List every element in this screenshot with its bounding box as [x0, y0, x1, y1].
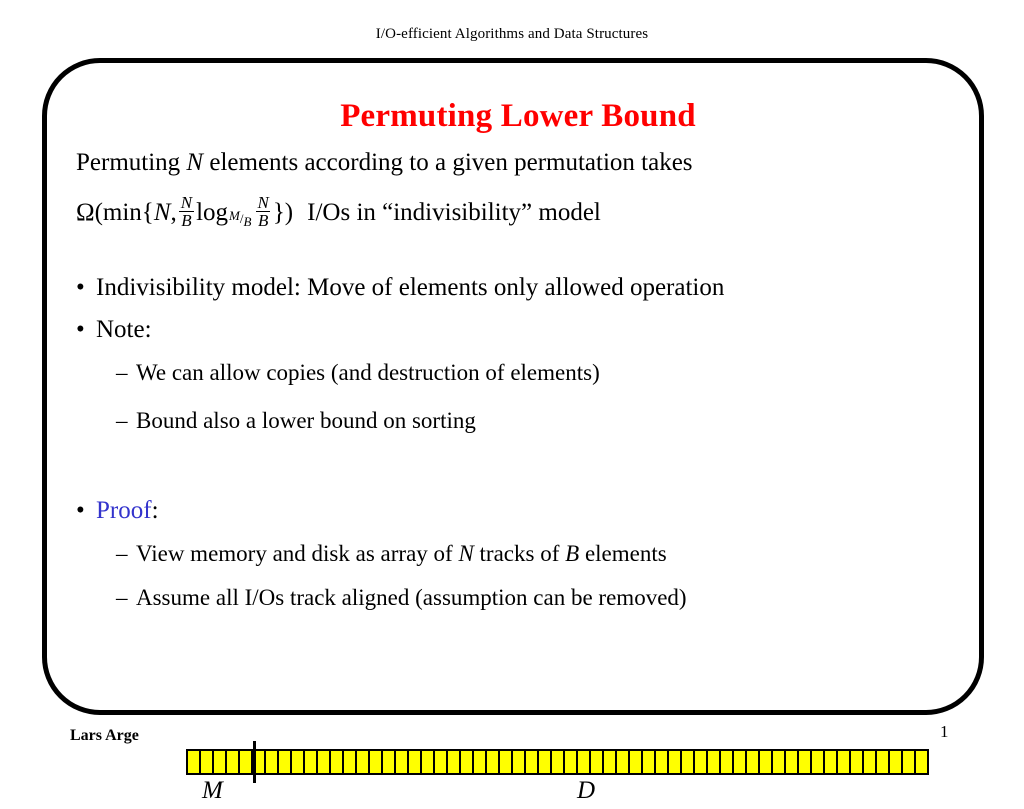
sub-bullet-label: Bound also a lower bound on sorting	[136, 408, 476, 433]
track-cell	[214, 751, 227, 773]
track-cell	[682, 751, 695, 773]
fraction-n-over-b-second	[255, 194, 270, 230]
dash-icon: –	[116, 585, 128, 610]
track-cell	[773, 751, 786, 773]
log-base-slash: /	[239, 210, 244, 226]
formula-close: })	[272, 198, 294, 226]
fraction-numerator: N	[180, 193, 193, 212]
footer-author: Lars Arge	[70, 727, 139, 744]
track-cell	[825, 751, 838, 773]
track-cell	[669, 751, 682, 773]
track-cell	[747, 751, 760, 773]
running-header: I/O-efficient Algorithms and Data Structures	[375, 26, 649, 42]
sub-bullet-var-b: B	[565, 541, 580, 566]
track-cell	[851, 751, 864, 773]
track-cell	[877, 751, 890, 773]
track-cell	[318, 751, 331, 773]
track-cell	[201, 751, 214, 773]
sub-bullet-label: Assume all I/Os track aligned (assumption can be removed)	[136, 585, 687, 610]
track-cell	[578, 751, 591, 773]
dash-icon: –	[116, 360, 128, 385]
track-cells-bar	[186, 749, 929, 775]
sub-bullet-lower-bound-sorting	[116, 408, 476, 434]
proof-colon: :	[151, 497, 159, 524]
lead-sentence	[76, 149, 693, 177]
formula-tail-text: I/Os in “indivisibility” model	[307, 198, 601, 226]
log-operator: log	[196, 198, 229, 226]
formula-comma: ,	[170, 198, 177, 226]
track-cell	[383, 751, 396, 773]
track-cell	[890, 751, 903, 773]
fraction-n-over-b-first	[179, 194, 194, 230]
omega-symbol: Ω	[76, 198, 95, 226]
track-cell	[461, 751, 474, 773]
track-cell	[500, 751, 513, 773]
formula-var-n: N	[153, 198, 171, 226]
bullet-dot-icon: •	[76, 274, 85, 301]
track-cell	[448, 751, 461, 773]
track-cell	[656, 751, 669, 773]
track-cell	[474, 751, 487, 773]
track-cell	[240, 751, 253, 773]
track-cell	[604, 751, 617, 773]
track-cell	[422, 751, 435, 773]
lead-variable-n: N	[186, 149, 204, 176]
track-cell	[292, 751, 305, 773]
sub-bullet-var-n: N	[458, 541, 474, 566]
sub-bullet-label: We can allow copies (and destruction of elements)	[136, 360, 600, 385]
track-cell	[734, 751, 747, 773]
track-cell	[513, 751, 526, 773]
track-cell	[552, 751, 565, 773]
track-cell	[864, 751, 877, 773]
proof-label: Proof	[96, 497, 152, 524]
sub-bullet-view-memory-disk	[116, 541, 667, 567]
sub-bullet-allow-copies	[116, 360, 600, 386]
track-cell	[565, 751, 578, 773]
bullet-label: Indivisibility model: Move of elements only allowed operation	[96, 274, 725, 301]
track-cell	[838, 751, 851, 773]
permuting-bound-formula	[76, 195, 601, 231]
log-base-numerator: M	[229, 207, 240, 223]
fraction-numerator: N	[257, 193, 269, 212]
bullet-proof	[76, 497, 159, 525]
lead-text-before: Permuting	[76, 149, 187, 176]
sub-bullet-track-aligned	[116, 585, 687, 611]
track-cell	[526, 751, 539, 773]
track-cell	[812, 751, 825, 773]
track-cell	[903, 751, 916, 773]
page-title: Permuting Lower Bound	[340, 98, 696, 134]
track-cell	[721, 751, 734, 773]
log-base-denominator: B	[243, 213, 252, 229]
track-cell	[617, 751, 630, 773]
formula-open: (min{	[94, 198, 154, 226]
log-base-m-over-b	[229, 207, 252, 229]
track-cell	[266, 751, 279, 773]
track-cell	[279, 751, 292, 773]
track-cell	[409, 751, 422, 773]
label-memory-m: M	[202, 777, 223, 804]
bullet-note	[76, 316, 152, 344]
memory-boundary-marker	[253, 741, 256, 783]
bullet-indivisibility-model	[76, 274, 724, 302]
track-cell	[305, 751, 318, 773]
track-cell	[708, 751, 721, 773]
track-cell	[695, 751, 708, 773]
track-cell	[396, 751, 409, 773]
bullet-dot-icon: •	[76, 497, 85, 524]
track-cell	[370, 751, 383, 773]
track-cell	[331, 751, 344, 773]
track-cell	[227, 751, 240, 773]
sub-bullet-part: tracks of	[473, 541, 566, 566]
track-cell	[786, 751, 799, 773]
sub-bullet-part: elements	[579, 541, 667, 566]
track-cell	[188, 751, 201, 773]
fraction-denominator: B	[257, 211, 269, 231]
dash-icon: –	[116, 541, 128, 566]
track-cell	[591, 751, 604, 773]
track-cell	[344, 751, 357, 773]
track-cell	[539, 751, 552, 773]
dash-icon: –	[116, 408, 128, 433]
bullet-label: Note:	[96, 316, 152, 343]
footer-page-number: 1	[940, 722, 949, 741]
track-cell	[435, 751, 448, 773]
track-cell	[643, 751, 656, 773]
track-cell	[760, 751, 773, 773]
fraction-denominator: B	[181, 211, 192, 231]
track-cell	[487, 751, 500, 773]
bullet-dot-icon: •	[76, 316, 85, 343]
sub-bullet-part: View memory and disk as array of	[136, 541, 459, 566]
lead-text-after: elements according to a given permutation takes	[203, 149, 693, 176]
track-cell	[799, 751, 812, 773]
track-cell	[357, 751, 370, 773]
label-disk-d: D	[577, 777, 596, 804]
track-cell	[916, 751, 927, 773]
track-cell	[630, 751, 643, 773]
